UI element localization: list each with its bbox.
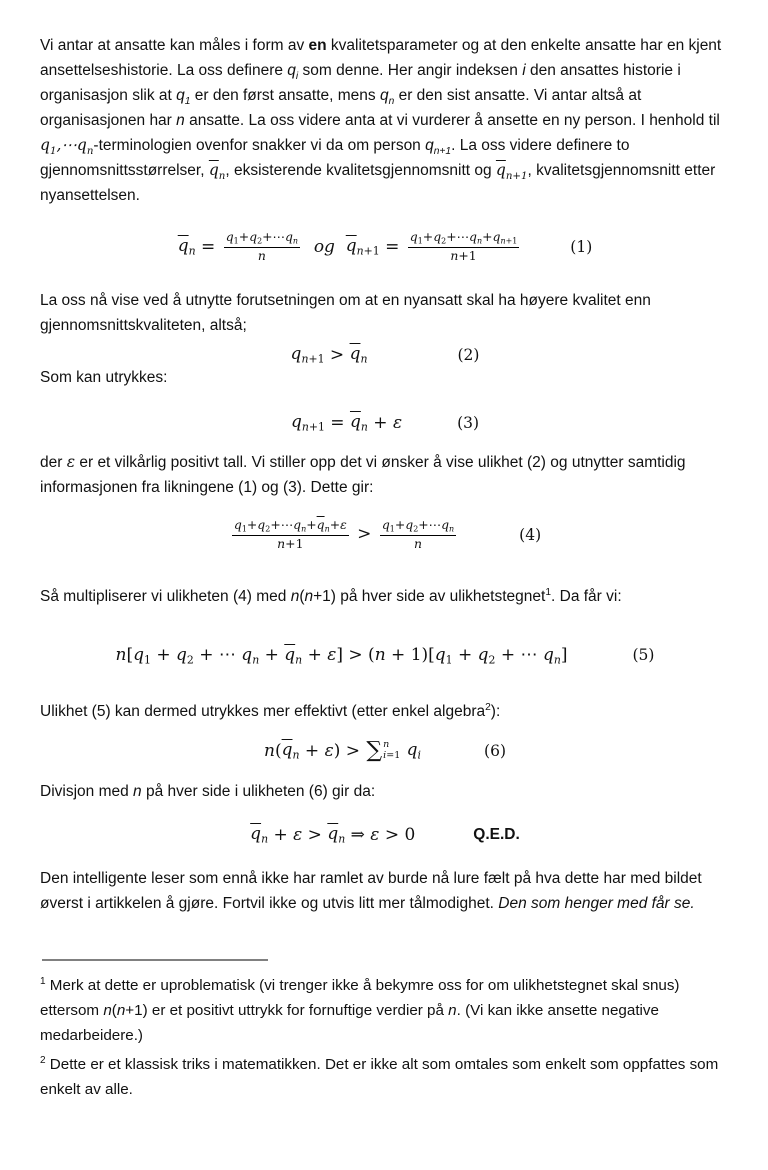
text-run: , eksisterende kvalitetsgjennomsnitt og xyxy=(225,162,496,179)
text-run: $q_i$ xyxy=(287,62,299,83)
math-token: 1 xyxy=(512,236,518,246)
text-run: n xyxy=(103,1001,112,1019)
math-token xyxy=(284,645,302,666)
math-token: qn xyxy=(293,516,307,534)
math-token: +⋯ xyxy=(446,229,470,245)
footnote-separator-rule xyxy=(42,959,268,961)
math-token: n xyxy=(295,652,303,666)
math-token: = xyxy=(324,412,350,433)
math-token: $\overline{q}$ xyxy=(349,412,361,433)
math-token: q1 xyxy=(381,516,395,534)
math-token: i xyxy=(417,748,422,762)
math-token: n xyxy=(324,524,330,534)
math-token: n xyxy=(374,645,386,666)
footnote-1 xyxy=(40,969,730,1048)
math-token: n xyxy=(292,236,299,246)
math-token: qn+1 xyxy=(492,229,518,246)
math-token xyxy=(357,245,380,258)
math-token: 2 xyxy=(441,236,447,246)
math-token: n xyxy=(301,352,309,366)
math-token: n xyxy=(264,740,275,761)
math-token: + xyxy=(259,645,285,666)
math-token: $\overline{q}$ xyxy=(316,516,325,532)
math-token: q1 xyxy=(133,644,151,666)
text-run: Den intelligente leser som ennå ikke har ramlet av burde nå lure fælt på hva dette har med bildet øverst i artikkelen å gjøre. Fortvil ikke og utvis litt mer tålmodighet. xyxy=(40,869,702,912)
equation-6 xyxy=(40,736,730,763)
math-token: $\overline{q}$ xyxy=(284,644,296,665)
text-run: +1) på hver side av ulikhetstegnet xyxy=(313,587,546,605)
text-run: . (Vi kan ikke ansette negative medarbeidere.) xyxy=(40,1001,659,1044)
math-token: ) > xyxy=(333,740,366,761)
math-token: n xyxy=(413,535,422,551)
text-run: n xyxy=(290,587,300,605)
equation-qed xyxy=(40,824,730,845)
math-token: 1 xyxy=(372,244,380,258)
math-token xyxy=(383,751,400,762)
math-token xyxy=(252,653,259,666)
text-run: Merk at dette er uproblematisk (vi trenger ikke å bekymre oss for om ulikhetstegnet skal snus) ettersom xyxy=(40,976,680,1019)
math-token: qn xyxy=(441,516,455,534)
math-token xyxy=(346,236,380,257)
math-token: n xyxy=(500,236,506,246)
math-token: qn+1 xyxy=(290,344,325,366)
math-token: 2 xyxy=(413,524,419,534)
footnote-2 xyxy=(40,1048,730,1102)
text-run: den ansattes historie i organisasjon slik at xyxy=(40,62,681,104)
text-run: er den først ansatte, mens xyxy=(190,87,380,104)
math-token: q1 xyxy=(233,516,247,534)
math-token: 1 xyxy=(445,652,453,666)
math-token: n xyxy=(450,248,459,264)
math-token: q2 xyxy=(433,229,447,246)
math-token: qn xyxy=(542,644,561,666)
math-token: n xyxy=(383,739,390,751)
text-run: ): xyxy=(490,703,501,721)
math-token: n xyxy=(292,748,300,762)
math-token: = xyxy=(379,236,405,257)
math-token xyxy=(295,653,302,666)
paragraph-closing xyxy=(40,866,730,916)
math-token: + xyxy=(285,535,296,551)
math-token: qn xyxy=(241,644,260,666)
text-run: n xyxy=(448,1001,457,1019)
text-run: i xyxy=(522,62,526,79)
text-run: $q_1$ xyxy=(40,136,57,158)
math-token xyxy=(500,237,517,246)
math-token: + xyxy=(308,420,318,434)
text-run: som denne. Her angir indeksen xyxy=(298,62,523,79)
math-token xyxy=(418,748,421,761)
text-run: Ulikhet (5) kan dermed utrykkes mer effektivt (etter enkel algebra xyxy=(40,703,486,721)
math-token: 1 xyxy=(468,248,477,264)
math-token: n xyxy=(188,244,196,258)
math-token: $\overline{q}$ xyxy=(345,236,357,257)
math-token xyxy=(366,736,401,763)
math-token xyxy=(232,518,349,551)
math-token xyxy=(144,653,151,666)
math-token: n xyxy=(553,652,561,666)
math-token xyxy=(338,833,345,846)
math-token: n xyxy=(360,352,368,366)
math-token: $\overline{q}$ xyxy=(349,344,361,364)
math-token: + xyxy=(458,248,469,264)
paragraph-multiply xyxy=(40,580,730,609)
text-run: Dette er et klassisk triks i matematikken. Det er ikke alt som omtales som enkelt som oppfattes som enkelt av alle. xyxy=(40,1055,719,1098)
equation-1 xyxy=(40,224,730,270)
math-token xyxy=(187,653,194,666)
math-token: + xyxy=(246,516,258,532)
equation-4-formula xyxy=(229,518,459,551)
math-token: ε xyxy=(327,645,337,666)
text-run: . Da får vi: xyxy=(551,587,622,605)
math-token xyxy=(380,518,456,536)
math-token: > 0 xyxy=(379,825,416,845)
math-token xyxy=(224,230,300,263)
math-token: +⋯ xyxy=(262,229,285,245)
equation-1-formula xyxy=(178,230,523,263)
math-token: 1 xyxy=(317,420,325,434)
math-token: + xyxy=(306,516,317,532)
text-run: +1) er et positivt uttrykk for fornuftige verdier på xyxy=(125,1001,449,1019)
math-token: ] > ( xyxy=(336,645,375,666)
math-token: 1 xyxy=(394,749,401,761)
equation-5-formula xyxy=(116,645,568,666)
math-token: [ xyxy=(126,645,134,666)
math-token: q2 xyxy=(176,644,194,666)
text-run: n xyxy=(304,587,314,605)
math-token xyxy=(261,833,268,846)
math-token xyxy=(293,237,298,246)
equation-3-formula xyxy=(291,412,402,433)
equation-2 xyxy=(40,344,730,365)
math-token: ε xyxy=(324,740,334,761)
math-token: 1 xyxy=(241,524,247,534)
math-token xyxy=(232,518,349,536)
text-run: ( xyxy=(111,1001,117,1019)
text-run: La oss nå vise ved å utnytte forutsetningen om at en nyansatt skal ha høyere kvalitet enn gjennomsnittskvaliteten, altså; xyxy=(40,292,651,334)
math-token: ε xyxy=(293,825,303,845)
equation-2-number: (2) xyxy=(457,345,480,364)
math-token: qn xyxy=(284,229,299,246)
paragraph-ulikhet5 xyxy=(40,695,730,724)
math-token xyxy=(317,517,330,532)
math-token: qn+1 xyxy=(290,412,325,434)
text-run: kvalitetsparameter og at den enkelte ansatte har en kjent ansettelseshistorie. La oss definere xyxy=(40,37,722,79)
math-token: 1 xyxy=(417,236,423,246)
math-token: i xyxy=(383,749,387,761)
math-token: + xyxy=(238,229,250,245)
math-token: = xyxy=(195,236,221,257)
text-run: n xyxy=(116,1001,126,1019)
math-token: 2 xyxy=(265,524,271,534)
text-run: på hver side i ulikheten (6) gir da: xyxy=(141,783,376,801)
math-token: q1 xyxy=(225,229,239,246)
math-token: 2 xyxy=(488,652,496,666)
math-token: + xyxy=(150,645,177,666)
text-run: n xyxy=(133,783,142,801)
text-run: 1 xyxy=(545,586,552,598)
text-run: -terminologien ovenfor snakker vi da om person xyxy=(93,137,426,154)
text-run: Den som henger med får se. xyxy=(498,894,695,912)
equation-3 xyxy=(40,412,730,433)
equation-5 xyxy=(40,645,730,666)
text-run: 2 xyxy=(485,701,491,713)
paragraph-divisjon xyxy=(40,779,730,804)
footnotes-section xyxy=(40,959,730,1102)
math-token: + xyxy=(482,229,493,245)
math-token: + xyxy=(505,236,513,246)
math-token: + xyxy=(329,516,341,532)
math-token xyxy=(350,412,368,433)
math-token xyxy=(449,524,454,533)
paragraph-intro xyxy=(40,33,730,208)
math-token: 2 xyxy=(257,236,263,246)
math-token xyxy=(380,518,456,551)
math-token: q2 xyxy=(477,644,496,666)
math-token xyxy=(408,248,520,264)
math-token: +⋯ xyxy=(270,516,294,532)
math-token: ( xyxy=(274,740,282,761)
math-token: n xyxy=(257,248,266,264)
text-run: $q_n$ xyxy=(76,136,94,158)
math-token: q1 xyxy=(434,644,453,666)
text-run: er et vilkårlig positivt tall. Vi stiller opp det vi ønsker å vise ulikhet (2) og utnytter samtidig informasjonen fra likningene (1) og (3). Dette gir: xyxy=(40,453,686,496)
math-token xyxy=(282,740,300,761)
math-token: q2 xyxy=(405,516,419,534)
text-run: Som kan utrykkes: xyxy=(40,369,168,387)
text-run: 2 xyxy=(40,1054,46,1066)
math-token: 1 xyxy=(233,236,239,246)
equation-qed-formula xyxy=(250,824,415,845)
math-token xyxy=(292,748,299,761)
math-token: + xyxy=(302,645,328,666)
math-token xyxy=(554,653,561,666)
text-run: $\overline{q}_n$ xyxy=(208,161,226,183)
math-token: n xyxy=(115,645,127,666)
math-token: n xyxy=(476,236,483,246)
math-token xyxy=(360,352,367,365)
text-run: ansatte. La oss videre anta at vi vurderer å ansette en ny person. I henhold til xyxy=(184,112,720,129)
math-token: n xyxy=(252,652,260,666)
math-token: ] xyxy=(560,645,568,666)
equation-5-number: (5) xyxy=(632,646,655,665)
text-run: Så multipliserer vi ulikheten (4) med xyxy=(40,587,291,605)
equation-4-number: (4) xyxy=(519,525,542,544)
math-token: ε xyxy=(392,412,403,433)
text-run: Vi antar at ansatte kan måles i form av xyxy=(40,37,309,54)
math-token: + xyxy=(394,516,406,532)
math-token: n xyxy=(301,524,307,534)
equation-3-number: (3) xyxy=(457,413,480,432)
math-token: 1 xyxy=(144,652,151,666)
equation-6-number: (6) xyxy=(484,741,506,760)
math-token: 1 xyxy=(389,524,395,534)
math-token: q1 xyxy=(409,229,423,246)
math-token: > xyxy=(351,524,377,545)
math-token xyxy=(327,824,345,845)
math-token: ε xyxy=(370,825,380,845)
math-token: $\overline{q}$ xyxy=(281,740,293,761)
text-run: ε xyxy=(66,452,76,471)
equation-6-formula xyxy=(264,736,422,763)
text-run: ( xyxy=(299,587,305,605)
math-token: ∑ xyxy=(366,736,383,763)
math-token: + ⋯ xyxy=(193,645,242,666)
math-token: ⇒ xyxy=(345,825,371,845)
math-token: q2 xyxy=(257,516,271,534)
math-token: + ⋯ xyxy=(495,645,543,666)
math-token xyxy=(232,536,349,552)
math-token: n xyxy=(277,535,286,551)
math-token: = xyxy=(386,749,395,761)
math-token: 2 xyxy=(186,652,194,666)
text-run: $q_{n+1}$ xyxy=(425,137,452,158)
text-run: er den sist ansatte. Vi antar altså at organisasjonen har xyxy=(40,87,642,129)
math-token xyxy=(301,352,324,365)
math-token xyxy=(361,421,368,434)
math-token: +⋯ xyxy=(418,516,442,532)
math-token: qi xyxy=(406,740,422,762)
math-token: > xyxy=(302,825,328,845)
math-token: og xyxy=(303,236,346,257)
math-token: + xyxy=(422,229,434,245)
text-run: $q_n$ xyxy=(379,87,395,108)
text-run: Divisjon med xyxy=(40,783,134,801)
text-run: der xyxy=(40,453,67,471)
math-token: + xyxy=(363,244,373,258)
math-token xyxy=(408,230,520,248)
math-token: 1 xyxy=(295,535,304,551)
text-run: . La oss videre definere to gjennomsnittsstørrelser, xyxy=(40,137,630,179)
math-token: q2 xyxy=(249,229,263,246)
text-run: , kvalitetsgjennomsnitt etter nyansettelsen. xyxy=(40,162,716,204)
math-token: n xyxy=(449,524,455,534)
math-token: $\overline{q}$ xyxy=(250,824,262,845)
text-run: $\overline{q}_{n+1}$ xyxy=(495,161,528,183)
math-token xyxy=(224,248,300,264)
paragraph-epsilon xyxy=(40,450,730,500)
math-token xyxy=(446,653,453,666)
math-token: n xyxy=(338,832,346,846)
text-run: en xyxy=(308,37,327,54)
math-token xyxy=(302,421,325,434)
math-token: $\overline{q}$ xyxy=(327,824,339,845)
math-token: + xyxy=(299,740,325,761)
math-token xyxy=(189,245,196,258)
text-run: n xyxy=(176,112,185,129)
text-run: $q_1$ xyxy=(176,87,191,108)
math-token: 1 xyxy=(317,352,325,366)
equation-2-formula xyxy=(291,344,368,365)
math-token: + xyxy=(268,825,294,845)
equation-4 xyxy=(40,514,730,556)
text-run: ,⋯ xyxy=(56,136,77,154)
math-token: n xyxy=(301,420,309,434)
math-token: > xyxy=(324,344,350,365)
paragraph-som-kan-utrykkes xyxy=(40,365,730,390)
math-token: n xyxy=(360,420,368,434)
qed-label: Q.E.D. xyxy=(473,826,520,843)
math-token: + xyxy=(308,352,318,366)
math-token xyxy=(350,344,368,365)
math-token xyxy=(224,230,300,248)
text-run: 1 xyxy=(40,975,46,987)
math-token xyxy=(383,740,400,761)
math-token xyxy=(408,230,520,263)
math-token: $\overline{q}$ xyxy=(177,236,189,257)
math-token: qn xyxy=(469,229,483,246)
paragraph-assumption xyxy=(40,288,730,338)
math-token: + xyxy=(367,412,393,433)
math-token xyxy=(380,536,456,552)
math-token xyxy=(489,653,496,666)
math-token: ε xyxy=(340,516,347,532)
math-token: n xyxy=(356,244,364,258)
math-token xyxy=(250,824,268,845)
math-token: + 1)[ xyxy=(385,645,435,666)
math-token: + xyxy=(452,645,478,666)
math-token xyxy=(178,236,196,257)
equation-1-number: (1) xyxy=(570,238,593,256)
math-token: n xyxy=(261,832,269,846)
